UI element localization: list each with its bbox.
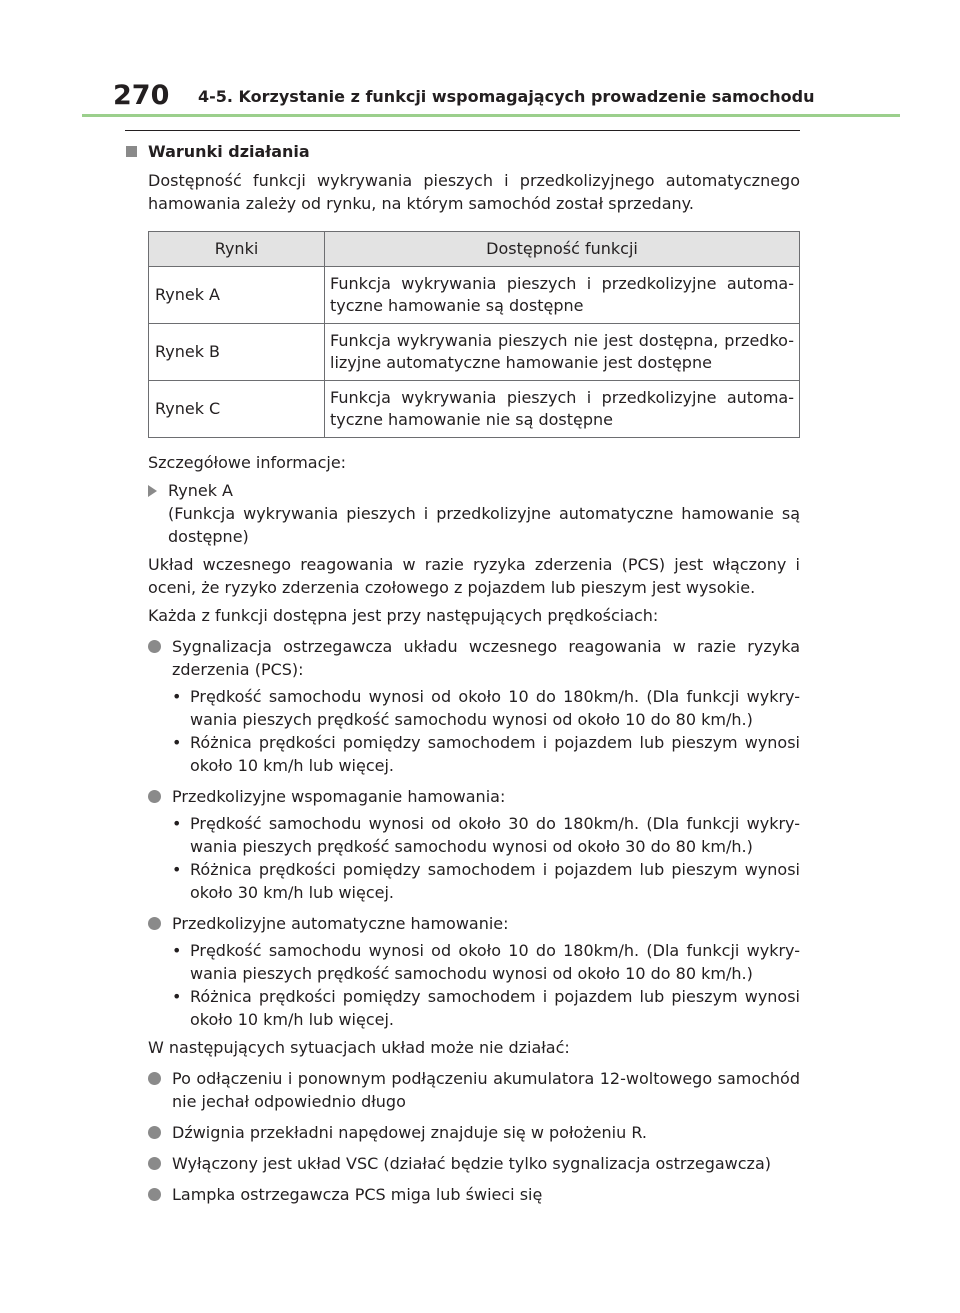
circle-bullet-icon (148, 1072, 161, 1085)
table-row (149, 381, 800, 438)
function-title: Przedkolizyjne automatyczne hamowanie: (172, 914, 509, 933)
circle-bullet-icon (148, 1126, 161, 1139)
section-intro: Dostępność funkcji wykrywania pieszych i przedkolizyjnego automatycznego hamowania zależy od rynku, na którym samochód został sprzedany. (148, 171, 800, 213)
condition-text: Różnica prędkości pomiędzy samochodem i pojazdem lub pieszym wynosi około 10 km/h lub więcej. (190, 987, 800, 1029)
bullet-dot-icon: • (172, 941, 182, 960)
square-bullet-icon (126, 146, 137, 157)
function-item (124, 912, 800, 935)
condition-item (124, 1067, 800, 1113)
function-title: Przedkolizyjne wspomaganie hamowania: (172, 787, 506, 806)
bullet-dot-icon: • (172, 733, 182, 752)
list-item (124, 985, 800, 1031)
market-cell: Rynek A (149, 267, 325, 324)
condition-item (124, 1152, 800, 1175)
condition-item-text: Po odłączeniu i ponownym podłączeniu akumulatora 12-woltowego samochód nie jechał odpowiednio długo (172, 1069, 800, 1111)
table-header-row (149, 232, 800, 267)
top-rule (125, 130, 800, 131)
column-header-availability: Dostępność funkcji (325, 232, 800, 267)
function-conditions-list (124, 939, 800, 1031)
condition-item (124, 1121, 800, 1144)
function-conditions-list (124, 812, 800, 904)
page-number: 270 (113, 80, 170, 111)
conditions-label: W następujących sytuacjach układ może nie działać: (148, 1038, 570, 1057)
condition-text: Różnica prędkości pomiędzy samochodem i pojazdem lub pieszym wynosi około 10 km/h lub więcej. (190, 733, 800, 775)
market-detail-item (124, 479, 800, 548)
table-row (149, 324, 800, 381)
function-item (124, 635, 800, 681)
circle-bullet-icon (148, 790, 161, 803)
market-cell: Rynek C (149, 381, 325, 438)
circle-bullet-icon (148, 640, 161, 653)
condition-item-text: Dźwignia przekładni napędowej znajduje się w położeniu R. (172, 1123, 647, 1142)
section-heading (124, 140, 800, 163)
availability-cell: Funkcja wykrywania pieszych i przedkolizyjne automa-tyczne hamowanie są dostępne (325, 267, 800, 324)
triangle-right-icon (148, 485, 157, 497)
list-item (124, 731, 800, 777)
list-item (124, 939, 800, 985)
bullet-dot-icon: • (172, 860, 182, 879)
circle-bullet-icon (148, 1157, 161, 1170)
circle-bullet-icon (148, 1188, 161, 1201)
bullet-dot-icon: • (172, 687, 182, 706)
list-item (124, 812, 800, 858)
function-conditions-list (124, 685, 800, 777)
section-title: Warunki działania (148, 142, 310, 161)
table-row (149, 267, 800, 324)
column-header-markets: Rynki (149, 232, 325, 267)
condition-text: Prędkość samochodu wynosi od około 10 do 180km/h. (Dla funkcji wykry-wania pieszych prędkość samochodu wynosi od około 10 do 80 km/h.) (190, 941, 800, 983)
market-detail-title: Rynek A (168, 481, 233, 500)
bullet-dot-icon: • (172, 987, 182, 1006)
circle-bullet-icon (148, 917, 161, 930)
list-item (124, 685, 800, 731)
availability-cell: Funkcja wykrywania pieszych i przedkolizyjne automa-tyczne hamowanie nie są dostępne (325, 381, 800, 438)
market-detail-note: (Funkcja wykrywania pieszych i przedkolizyjne automatyczne hamowanie są dostępne) (168, 504, 800, 546)
list-item (124, 858, 800, 904)
function-item (124, 785, 800, 808)
condition-item-text: Wyłączony jest układ VSC (działać będzie tylko sygnalizacja ostrzegawcza) (172, 1154, 771, 1173)
condition-text: Prędkość samochodu wynosi od około 10 do 180km/h. (Dla funkcji wykry-wania pieszych prędkość samochodu wynosi od około 10 do 80 km/h.) (190, 687, 800, 729)
speeds-intro-paragraph: Każda z funkcji dostępna jest przy następujących prędkościach: (148, 606, 659, 625)
availability-cell: Funkcja wykrywania pieszych nie jest dostępna, przedko-lizyjne automatyczne hamowanie jest dostępne (325, 324, 800, 381)
header-rule (82, 114, 900, 117)
running-header: 4-5. Korzystanie z funkcji wspomagających prowadzenie samochodu (198, 87, 815, 106)
condition-item-text: Lampka ostrzegawcza PCS miga lub świeci się (172, 1185, 543, 1204)
bullet-dot-icon: • (172, 814, 182, 833)
condition-text: Różnica prędkości pomiędzy samochodem i pojazdem lub pieszym wynosi około 30 km/h lub więcej. (190, 860, 800, 902)
condition-item (124, 1183, 800, 1206)
function-title: Sygnalizacja ostrzegawcza układu wczesnego reagowania w razie ryzyka zderzenia (PCS): (172, 637, 800, 679)
markets-table (148, 231, 800, 438)
condition-text: Prędkość samochodu wynosi od około 30 do 180km/h. (Dla funkcji wykry-wania pieszych prędkość samochodu wynosi od około 30 do 80 km/h.) (190, 814, 800, 856)
page-content (124, 140, 800, 1206)
market-cell: Rynek B (149, 324, 325, 381)
pcs-activation-paragraph: Układ wczesnego reagowania w razie ryzyka zderzenia (PCS) jest włączony i oceni, że ryzyko zderzenia czołowego z pojazdem lub pieszym jest wysokie. (148, 555, 800, 597)
details-label: Szczegółowe informacje: (148, 453, 347, 472)
